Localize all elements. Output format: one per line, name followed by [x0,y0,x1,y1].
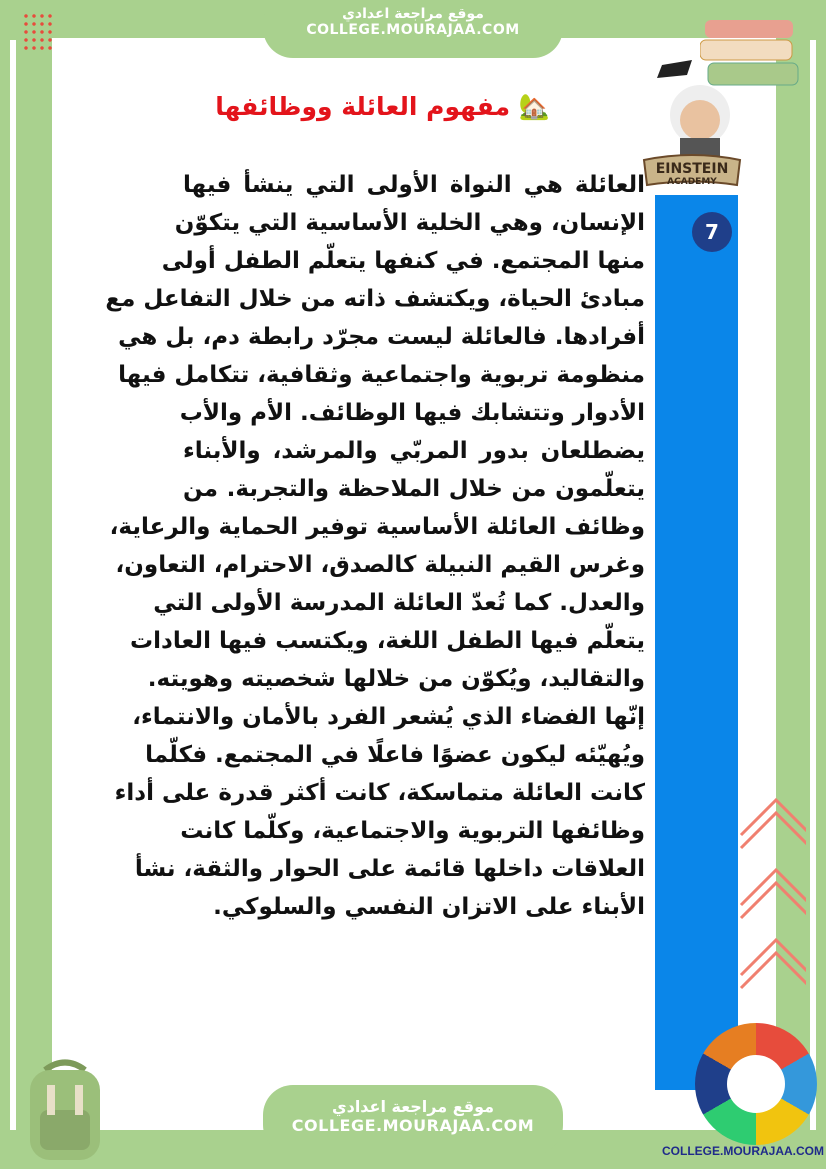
right-border-stripe [810,40,816,1130]
body-line: منظومة تربوية واجتماعية وثقافية، تتكامل فيها [118,362,645,388]
body-line: يتعلّمون من خلال الملاحظة والتجربة. من [183,476,645,502]
chevron-up-decoration-icon [736,930,806,1000]
body-line: الأبناء على الاتزان النفسي والسلوكي. [213,894,645,920]
chevron-up-decoration-icon [736,790,806,860]
body-line: وغرس القيم النبيلة كالصدق، الاحترام، التعاون، [115,552,645,578]
body-line: الإنسان، وهي الخلية الأساسية التي يتكوّن [174,210,645,236]
page-title-text: مفهوم العائلة ووظائفها [215,92,511,121]
footer-site-badge[interactable] [263,1085,563,1155]
body-line: منها المجتمع. في كنفها يتعلّم الطفل أولى [161,248,645,274]
body-line: العائلة هي النواة الأولى التي ينشأ فيها [183,172,645,198]
body-line: أفرادها. فالعائلة ليست مجرّد رابطة دم، بل هي [118,324,645,350]
header-site-badge[interactable] [263,0,563,58]
body-line: والتقاليد، ويُكوّن من خلالها شخصيته وهويته. [147,666,645,692]
body-line: الأدوار وتتشابك فيها الوظائف. الأم والأب [179,400,645,426]
body-paragraph [105,166,645,926]
education-wheel-icon [695,1023,817,1145]
body-line: وظائف العائلة الأساسية توفير الحماية والرعاية، [109,514,645,540]
body-line: كانت العائلة متماسكة، كانت أكثر قدرة على أداء [114,780,645,806]
page-title [150,92,550,122]
chevron-up-decoration-icon [736,860,806,930]
svg-text:EINSTEIN: EINSTEIN [655,161,729,177]
left-border-stripe [10,40,16,1130]
decorative-dots [22,12,52,52]
corner-site-url[interactable]: COLLEGE.MOURAJAA.COM [662,1144,824,1158]
einstein-academy-logo [642,60,742,195]
body-line: يضطلعان بدور المربّي والمرشد، والأبناء [183,438,645,464]
footer-site-url[interactable]: COLLEGE.MOURAJAA.COM [291,1116,535,1135]
body-line: والعدل. كما تُعدّ العائلة المدرسة الأولى التي [153,590,645,616]
header-site-url[interactable]: COLLEGE.MOURAJAA.COM [306,22,520,38]
body-line: يتعلّم فيها الطفل اللغة، ويكتسب فيها العادات [130,628,645,654]
body-line: وظائفها التربوية والاجتماعية، وكلّما كانت [180,818,645,844]
body-line: إنّها الفضاء الذي يُشعر الفرد بالأمان والانتماء، [132,704,645,730]
house-icon: 🏡 [518,92,550,121]
body-line: ويُهيّئه ليكون عضوًا فاعلًا في المجتمع. فكلّما [145,742,645,768]
page-number-badge: 7 [692,212,732,252]
body-line: العلاقات داخلها قائمة على الحوار والثقة، نشأ [134,856,645,882]
svg-text:ACADEMY: ACADEMY [667,177,717,187]
backpack-icon [15,1055,115,1165]
side-accent-bar [655,195,738,1090]
footer-site-name: موقع مراجعة اعدادي [331,1097,495,1116]
body-line: مبادئ الحياة، ويكتشف ذاته من خلال التفاعل مع [105,286,645,312]
header-site-name: موقع مراجعة اعدادي [342,6,484,22]
